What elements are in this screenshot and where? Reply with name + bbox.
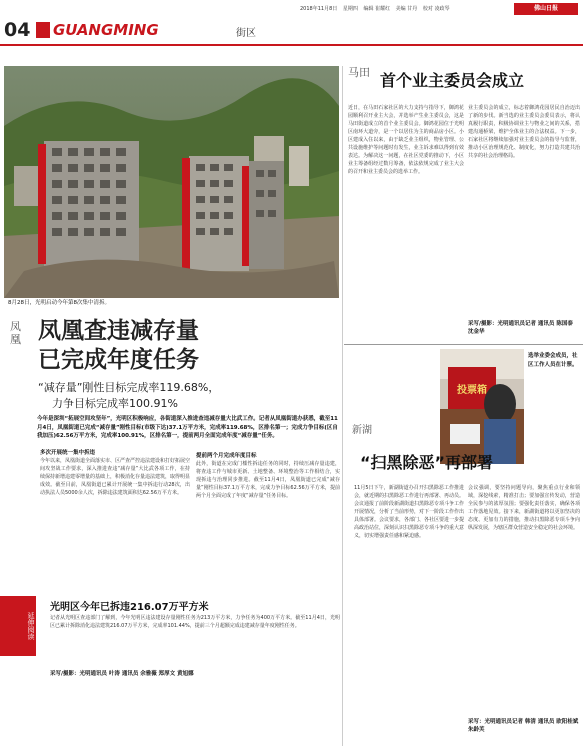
issue-weekday: 星期四 bbox=[342, 6, 358, 12]
article-headline: 首个业主委员会成立 bbox=[380, 71, 525, 90]
section-text: 今年以来，凤凰街道全面落实市、区严查严控违法建设和打好拓展空间攻坚战工作要求，深入推进查违“减存量”大比武各项工作，在持续保持新增违建零增量的基础上，积极消化存量违法建筑，取得明显成效。截至目前，凤凰街道已累计开展统一集中拆违行动28次，出动执法人员5000余人次，拆除违法建筑面积达62.56万平方米。 bbox=[40, 458, 190, 496]
sub-article-headline: 光明区今年已拆违216.07万平方米 bbox=[50, 602, 209, 613]
ballot-box-illustration bbox=[440, 349, 524, 464]
article-column bbox=[196, 452, 340, 602]
article-area-label: 马田 bbox=[348, 66, 370, 79]
demolition-photo bbox=[4, 66, 339, 298]
headline-line-2: 已完成年度任务 bbox=[38, 346, 199, 373]
ballot-box-label: 投票箱 bbox=[457, 385, 487, 396]
issue-editor: 编辑 崔耀红 bbox=[363, 6, 391, 12]
column-divider bbox=[342, 66, 343, 746]
article-credit: 采写/摄影：光明通讯员 叶涛 通讯员 余雅薇 郑厚文 黄旭娜 bbox=[50, 671, 194, 677]
article-lead: 今年是深圳“拓展空间攻坚年”，光明区积极响应，各街道深入推进查违减存量大比武工作。记者从凤凰街道办获悉，截至11月4日，凤凰街道已完成“减存量”刚性目标(市级下达)37.1万平方米，完成率119.68%，区排名第一；完成力争目标(区自我加压)62.56万平方米，完成率100.91%，区排名第一，提前两月全面完成年度“减存量”任务。 bbox=[37, 416, 338, 439]
article-headline: “扫黑除恶”再部署 bbox=[360, 453, 494, 472]
section-text: 此外，街道在完成门槛性拆违任务的同时，持续压减存量违建，将查违工作与城市更新、土地整备、环境整治等工作相结合，实现拆违与治理同步推进。截至11月4日，凤凰街道已完成“减存量”刚性目标37.1万平方米，完成力争目标62.56万平方米，提前两个月全面完成了年度“减存量”任务目标。 bbox=[196, 461, 340, 499]
section-title: 多次开展统一集中拆违 bbox=[40, 450, 96, 456]
headline-line-1: 凤凰查违减存量 bbox=[38, 317, 199, 344]
page-accent-bar bbox=[36, 22, 50, 38]
article-column: 近日，在马田石家社区的大力支持与指导下，御鸿花园顺利召开业主大会，并选举产生业主委员会，这是马田街道成立的首个业主委员会。御鸿花园位于光明区南环大道旁，是一个以居住为主的商品房小区。小区建成入住以来，由于缺乏业主组织，物业管理、公共设施维护等问题时有发生，业主诉求难以得到有效表达。为解决这一问题，在社区党委的推动下，小区业主筹备组经过数月筹备，依法依规完成了业主大会的召开和业主委员会的选举工作。 bbox=[348, 105, 464, 175]
page-number: 04 bbox=[4, 19, 31, 41]
article-area-label: 凤凰 bbox=[10, 320, 21, 346]
vote-counting-photo bbox=[440, 349, 524, 464]
article-credit: 采写：光明通讯员记者 韩清 通讯员 欧阳桂斌 朱龄芙 bbox=[468, 719, 579, 733]
photo-caption: 8月28日，光明启动今年第8次集中清拆。 bbox=[8, 300, 110, 306]
article-column: 11月5日下午，新湖街道办召开扫黑除恶工作推进会，就近期的扫黑除恶工作进行再部署、再动员。会议通报了前阶段新湖街道扫黑除恶专项斗争工作开展情况，分析了当前形势，对下一阶段工作作出具体部署。会议要求，各部门、各社区要进一步提高政治站位，深刻认识扫黑除恶专项斗争的重大意义，切实增强责任感和紧迫感。 bbox=[354, 485, 464, 539]
page-header bbox=[0, 18, 583, 42]
article-divider bbox=[344, 344, 583, 345]
side-label: 延伸阅读 bbox=[0, 596, 36, 656]
photo-caption: 选举业委会成员，社区工作人员在计票。 bbox=[528, 353, 578, 368]
article-column: 业主委员会的成立，标志着御鸿花园居民自治迈出了新的步伐。新当选的业主委员会委员表示，将认真履行职责，积极协调业主与物业之间的关系，搭建沟通桥梁，维护全体业主的合法权益。下一步，石家社区将继续加强对业主委员会的指导与监督，推动小区治理规范化、制度化，努力打造共建共治共享的社会治理格局。 bbox=[468, 105, 580, 159]
subheadline bbox=[38, 380, 338, 412]
headline-main bbox=[38, 316, 338, 374]
sub-article-text: 记者从光明区查违部门了解到，今年光明区违法建设存量刚性任务为213万平方米，力争任务为400万平方米。截至11月4日，光明区已累计拆除消化违法建筑216.07万平方米，完成率101.44%，提前三个月超额完成违建减存量年度刚性任务。 bbox=[50, 615, 340, 629]
page-category: 街区 bbox=[236, 28, 256, 39]
page-name: GUANGMING bbox=[53, 21, 159, 39]
issue-date: 2018年11月8日 bbox=[300, 6, 338, 12]
article-column: 会议强调，要坚持问题导向，聚焦重点行业和领域，深挖线索，精准打击；要加强宣传发动，营造全民参与的浓厚氛围；要强化责任落实，确保各项工作落地见效。接下来，新湖街道将以更加坚决的态度、更加有力的措施，推动扫黑除恶专项斗争向纵深发展，为辖区群众营造安全稳定的社会环境。 bbox=[468, 485, 580, 531]
issue-proof: 校对 凌政琴 bbox=[422, 6, 450, 12]
issue-meta bbox=[300, 5, 515, 12]
article-credit: 采写/摄影：光明通讯员记者 通讯员 陈国泰 沈金华 bbox=[468, 321, 573, 335]
subheadline-line-1: “减存量”刚性目标完成率119.68%， bbox=[38, 381, 220, 394]
section-title: 提前两个月完成年度目标 bbox=[196, 453, 257, 459]
newspaper-logo: 佛山日报 bbox=[514, 3, 578, 15]
article-area-label: 新湖 bbox=[352, 425, 372, 436]
header-rule bbox=[0, 44, 583, 46]
subheadline-line-2: 力争目标完成率100.91% bbox=[52, 397, 178, 410]
demolition-scene-illustration bbox=[4, 66, 339, 298]
issue-design: 美编 甘丹 bbox=[395, 6, 418, 12]
